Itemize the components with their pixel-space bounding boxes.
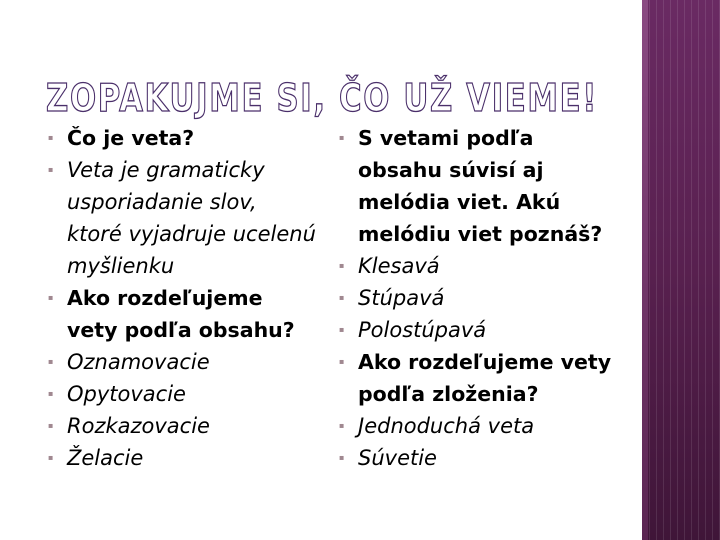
list-item-text: Opytovacie: [67, 382, 186, 406]
slide-title-outline-text: [44, 74, 604, 118]
list-item: [339, 346, 617, 410]
list-item: [48, 346, 318, 378]
right-bullet-list: [339, 122, 617, 474]
list-item: [339, 314, 617, 346]
bullet-icon: ▪: [339, 357, 345, 366]
decorative-side-band: [642, 0, 720, 540]
list-item: [48, 282, 318, 346]
list-item-text: Rozkazovacie: [67, 414, 210, 438]
bullet-icon: ▪: [339, 421, 345, 430]
list-item: [339, 282, 617, 314]
list-item-text: Ako rozdeľujeme vety podľa zloženia?: [358, 350, 612, 406]
list-item-text: S vetami podľa obsahu súvisí aj melódia viet. Akú melódiu viet poznáš?: [358, 126, 603, 246]
bullet-icon: ▪: [339, 453, 345, 462]
list-item: [48, 378, 318, 410]
list-item: [48, 410, 318, 442]
list-item-text: Ako rozdeľujeme vety podľa obsahu?: [67, 286, 295, 342]
bullet-icon: ▪: [339, 293, 345, 302]
bullet-icon: ▪: [48, 453, 54, 462]
left-bullet-list: [48, 122, 318, 474]
list-item: [339, 442, 617, 474]
bullet-icon: ▪: [48, 165, 54, 174]
list-item-text: Súvetie: [358, 446, 437, 470]
list-item-text: Polostúpavá: [358, 318, 487, 342]
slide-title-text: ZOPAKUJME SI, ČO UŽ VIEME!: [46, 76, 598, 120]
list-item-text: Veta je gramaticky usporiadanie slov, ktoré vyjadruje ucelenú myšlienku: [67, 158, 316, 278]
list-item: [48, 122, 318, 154]
list-item: [339, 250, 617, 282]
bullet-icon: ▪: [48, 357, 54, 366]
list-item-text: Želacie: [67, 446, 144, 470]
list-item: [339, 122, 617, 250]
list-item-text: Jednoduchá veta: [358, 414, 535, 438]
list-item: [48, 154, 318, 282]
bullet-icon: ▪: [48, 133, 54, 142]
bullet-icon: ▪: [339, 261, 345, 270]
slide-title: [44, 74, 604, 118]
bullet-icon: ▪: [48, 389, 54, 398]
list-item-text: Klesavá: [358, 254, 440, 278]
list-item: [339, 410, 617, 442]
list-item: [48, 442, 318, 474]
bullet-icon: ▪: [48, 293, 54, 302]
bullet-icon: ▪: [48, 421, 54, 430]
bullet-icon: ▪: [339, 325, 345, 334]
bullet-icon: ▪: [339, 133, 345, 142]
list-item-text: Čo je veta?: [67, 126, 195, 150]
list-item-text: Oznamovacie: [67, 350, 210, 374]
list-item-text: Stúpavá: [358, 286, 445, 310]
